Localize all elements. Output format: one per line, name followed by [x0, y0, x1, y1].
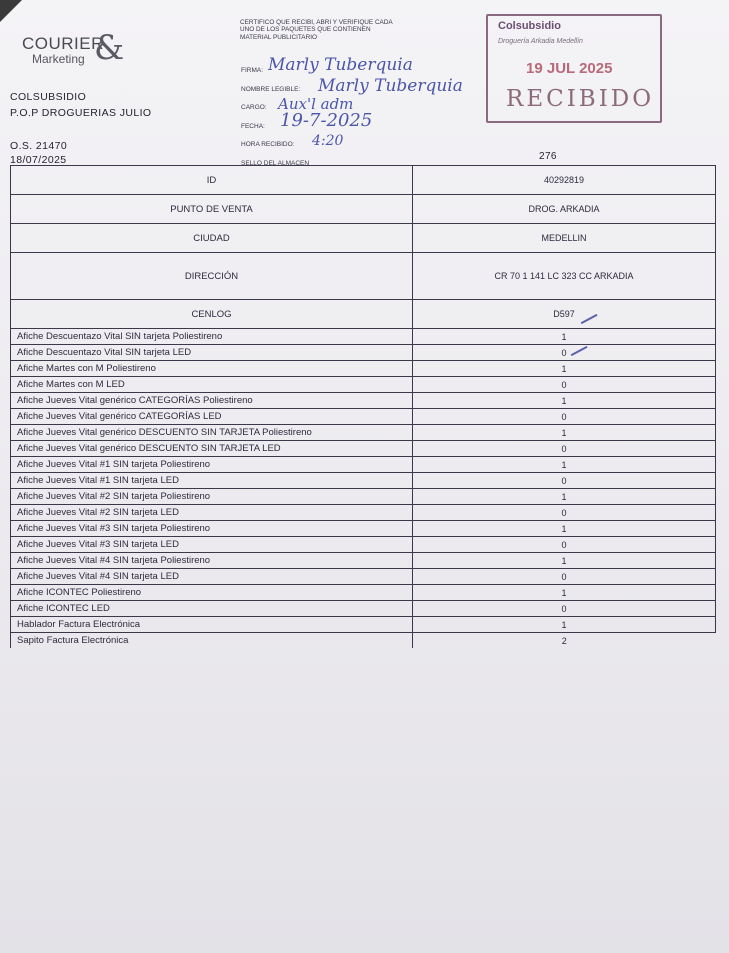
table-row	[11, 601, 716, 617]
sello-label: SELLO DEL ALMACEN	[241, 160, 310, 167]
table-row	[11, 377, 716, 393]
item-name: Sapito Factura Electrónica	[11, 633, 413, 649]
item-quantity: 0	[413, 601, 716, 617]
item-quantity: 0	[413, 409, 716, 425]
item-name: Afiche Jueves Vital #4 SIN tarjeta LED	[11, 569, 413, 585]
item-name: Afiche ICONTEC LED	[11, 601, 413, 617]
item-quantity: 2	[413, 633, 716, 649]
header-row-value: CR 70 1 141 LC 323 CC ARKADIA	[413, 253, 716, 300]
stamp-date: 19 JUL 2025	[526, 60, 613, 77]
stamp-brand: Colsubsidio	[498, 20, 561, 32]
table-row	[11, 617, 716, 633]
header-row	[11, 253, 716, 300]
item-quantity: 0	[413, 441, 716, 457]
hora-value: 4:20	[312, 133, 344, 149]
table-row	[11, 489, 716, 505]
nombre-value: Marly Tuberquia	[318, 76, 463, 96]
item-name: Afiche Martes con M Poliestireno	[11, 361, 413, 377]
table-row	[11, 585, 716, 601]
item-quantity: 0	[413, 569, 716, 585]
hora-label: HORA RECIBIDO:	[241, 141, 295, 148]
table-row	[11, 473, 716, 489]
item-quantity: 1	[413, 489, 716, 505]
header-row-label: CENLOG	[11, 300, 413, 329]
certificate-text: CERTIFICO QUE RECIBI, ABRI Y VERIFIQUE CADA UNO DE LOS PAQUETES QUE CONTIENEN MATERIAL PUBLICITARIO	[240, 19, 393, 41]
item-name: Hablador Factura Electrónica	[11, 617, 413, 633]
firma-signature: Marly Tuberquia	[268, 55, 413, 75]
delivery-table	[10, 165, 716, 648]
firma-label: FIRMA:	[241, 67, 264, 74]
header-row-label: DIRECCIÓN	[11, 253, 413, 300]
item-quantity: 1	[413, 361, 716, 377]
table-row	[11, 329, 716, 345]
logo-ampersand: &	[94, 28, 125, 68]
header-row	[11, 224, 716, 253]
item-quantity: 1	[413, 425, 716, 441]
campaign-name: P.O.P DROGUERIAS JULIO	[10, 107, 152, 119]
item-quantity: 0	[413, 377, 716, 393]
item-name: Afiche Jueves Vital #2 SIN tarjeta LED	[11, 505, 413, 521]
item-name: Afiche Descuentazo Vital SIN tarjeta Poliestireno	[11, 329, 413, 345]
table-row	[11, 537, 716, 553]
order-number: O.S. 21470	[10, 140, 68, 152]
header-row-label: PUNTO DE VENTA	[11, 195, 413, 224]
table-row	[11, 457, 716, 473]
fecha-value: 19-7-2025	[280, 110, 373, 131]
item-quantity: 1	[413, 585, 716, 601]
stamp-store: Droguería Arkadia Medellín	[498, 38, 583, 45]
item-quantity: 0	[413, 345, 716, 361]
table-row	[11, 633, 716, 649]
header-row	[11, 166, 716, 195]
item-quantity: 0	[413, 537, 716, 553]
item-quantity: 0	[413, 505, 716, 521]
nombre-label: NOMBRE LEGIBLE:	[241, 86, 301, 93]
client-name: COLSUBSIDIO	[10, 91, 87, 103]
item-name: Afiche Jueves Vital #3 SIN tarjeta LED	[11, 537, 413, 553]
table-row	[11, 553, 716, 569]
cargo-value: Aux'l adm	[278, 95, 354, 113]
item-quantity: 1	[413, 457, 716, 473]
logo-line-2: Marketing	[32, 52, 85, 66]
received-stamp	[486, 14, 662, 123]
table-row	[11, 521, 716, 537]
item-quantity: 0	[413, 473, 716, 489]
fecha-label: FECHA:	[241, 123, 265, 130]
stamp-word: RECIBIDO	[506, 86, 655, 112]
item-name: Afiche Jueves Vital genérico CATEGORÍAS Poliestireno	[11, 393, 413, 409]
header-row-label: CIUDAD	[11, 224, 413, 253]
header-row-value: 40292819	[413, 166, 716, 195]
item-name: Afiche Jueves Vital #4 SIN tarjeta Poliestireno	[11, 553, 413, 569]
table-row	[11, 569, 716, 585]
header-row-value: DROG. ARKADIA	[413, 195, 716, 224]
item-name: Afiche Jueves Vital #1 SIN tarjeta Poliestireno	[11, 457, 413, 473]
item-name: Afiche Jueves Vital #1 SIN tarjeta LED	[11, 473, 413, 489]
header-row	[11, 195, 716, 224]
table-row	[11, 441, 716, 457]
item-name: Afiche Jueves Vital genérico DESCUENTO SIN TARJETA LED	[11, 441, 413, 457]
item-quantity: 1	[413, 329, 716, 345]
table-row	[11, 425, 716, 441]
table-row	[11, 505, 716, 521]
item-name: Afiche Martes con M LED	[11, 377, 413, 393]
item-name: Afiche Descuentazo Vital SIN tarjeta LED	[11, 345, 413, 361]
item-quantity: 1	[413, 553, 716, 569]
item-name: Afiche Jueves Vital #2 SIN tarjeta Poliestireno	[11, 489, 413, 505]
table-row	[11, 361, 716, 377]
item-quantity: 1	[413, 393, 716, 409]
table-row	[11, 393, 716, 409]
item-name: Afiche Jueves Vital #3 SIN tarjeta Poliestireno	[11, 521, 413, 537]
cargo-label: CARGO:	[241, 104, 267, 111]
order-date: 18/07/2025	[10, 154, 67, 166]
item-name: Afiche Jueves Vital genérico DESCUENTO SIN TARJETA Poliestireno	[11, 425, 413, 441]
header-row-value: D597	[413, 300, 716, 329]
header-row-value: MEDELLIN	[413, 224, 716, 253]
table-row	[11, 409, 716, 425]
record-number: 276	[539, 151, 557, 162]
header-row	[11, 300, 716, 329]
courier-marketing-logo	[22, 28, 132, 72]
folded-corner	[0, 0, 22, 22]
item-name: Afiche Jueves Vital genérico CATEGORÍAS LED	[11, 409, 413, 425]
item-name: Afiche ICONTEC Poliestireno	[11, 585, 413, 601]
table-row	[11, 345, 716, 361]
header-row-label: ID	[11, 166, 413, 195]
item-quantity: 1	[413, 521, 716, 537]
item-quantity: 1	[413, 617, 716, 633]
logo-line-1: COURIER	[22, 34, 104, 53]
